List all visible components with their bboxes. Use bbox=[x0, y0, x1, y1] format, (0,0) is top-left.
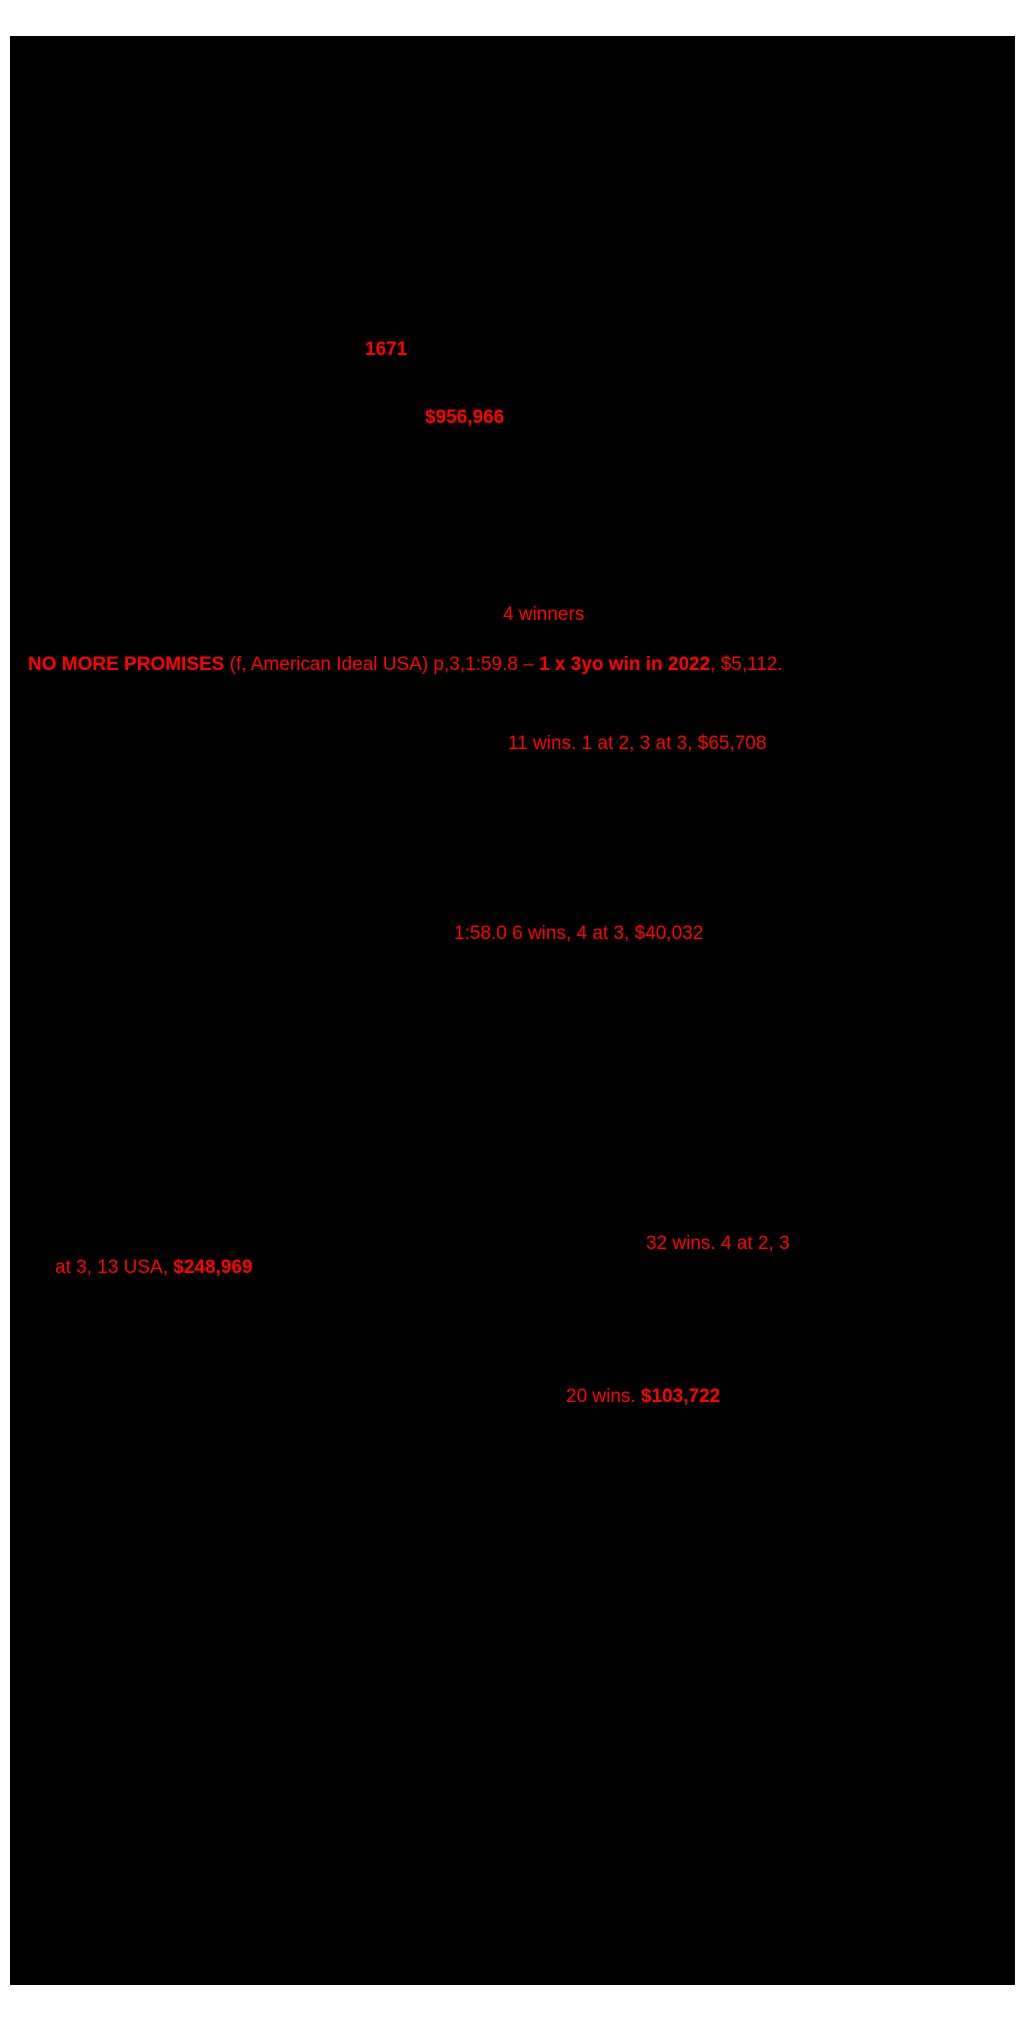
document-page bbox=[10, 36, 1015, 1985]
text-fragment-wins-20 bbox=[566, 1386, 720, 1408]
text-fragment-at-3-usa bbox=[55, 1257, 253, 1279]
horse-tail: , $5,112. bbox=[710, 654, 783, 675]
text-fragment-no-more-promises bbox=[28, 654, 783, 676]
at-3-usa-lead: at 3, 13 USA, bbox=[55, 1257, 174, 1278]
text-fragment-time-158: 1:58.0 6 wins, 4 at 3, $40,032 bbox=[454, 923, 704, 944]
wins-20-lead: 20 wins. bbox=[566, 1386, 641, 1407]
horse-name: NO MORE PROMISES bbox=[28, 654, 225, 675]
at-3-usa-amount: $248,969 bbox=[173, 1257, 253, 1278]
text-fragment-1671: 1671 bbox=[365, 339, 408, 360]
horse-detail: (f, American Ideal USA) p,3,1:59.8 – bbox=[224, 654, 540, 675]
text-fragment-winners: 4 winners bbox=[503, 604, 585, 625]
text-fragment-wins-32: 32 wins. 4 at 2, 3 bbox=[646, 1233, 790, 1254]
text-fragment-earnings: $956,966 bbox=[425, 407, 505, 428]
wins-20-amount: $103,722 bbox=[640, 1386, 721, 1407]
text-fragment-wins-11: 11 wins. 1 at 2, 3 at 3, $65,708 bbox=[508, 733, 767, 754]
horse-highlight: 1 x 3yo win in 2022 bbox=[539, 654, 711, 675]
